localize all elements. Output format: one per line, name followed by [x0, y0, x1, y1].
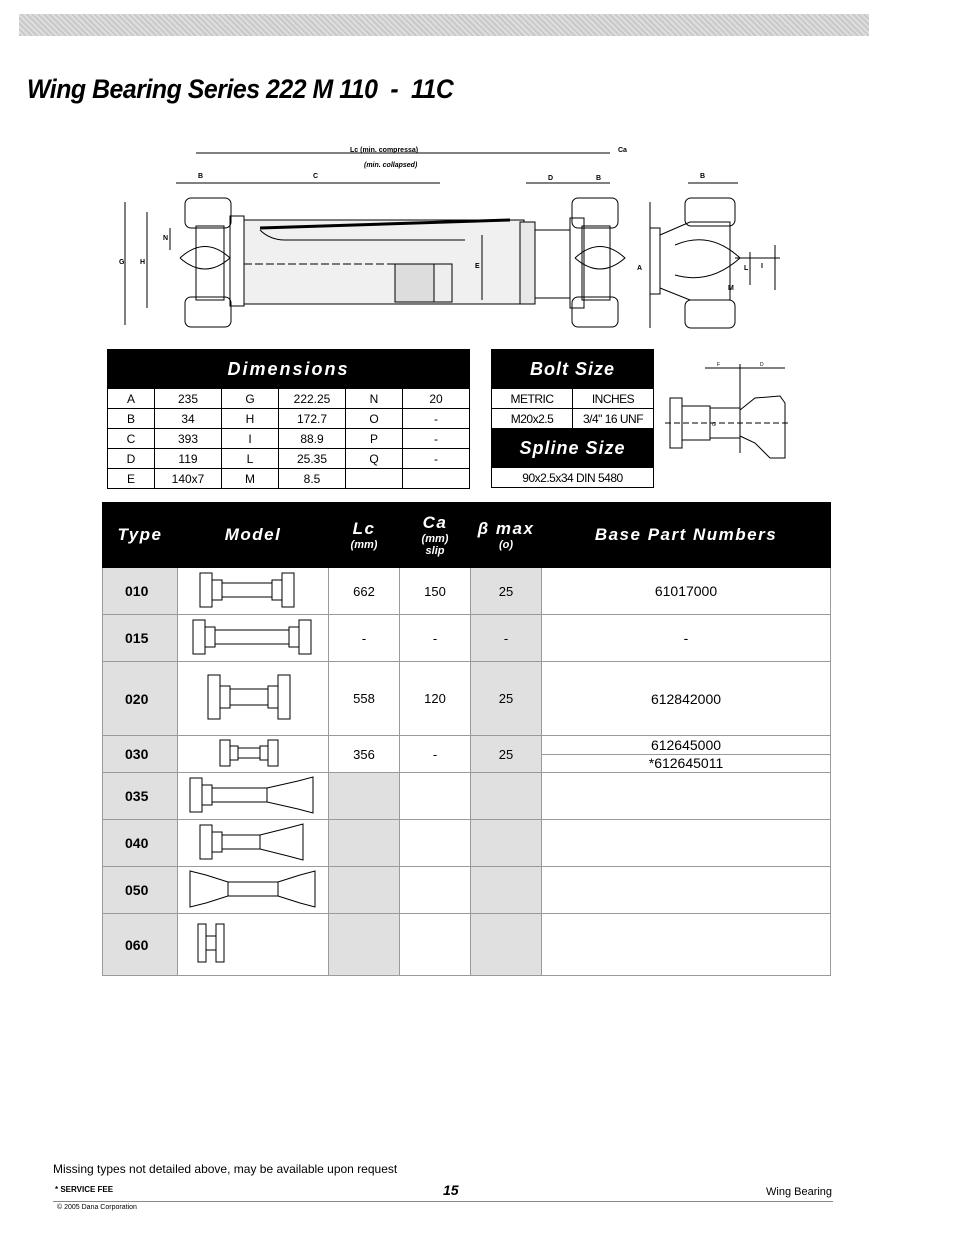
dim-cell: 172.7: [279, 409, 346, 429]
part-number-cell: [542, 736, 831, 773]
dim-label-m: M: [728, 285, 734, 292]
dim-cell: P: [346, 429, 403, 449]
part-number: 612645000: [542, 736, 830, 755]
dim-cell: C: [108, 429, 155, 449]
part-number-cell: 61017000: [542, 568, 831, 615]
bolt-inches-label: INCHES: [573, 389, 654, 409]
lc-cell: [329, 820, 400, 867]
service-fee-note: * SERVICE FEE: [55, 1185, 114, 1194]
model-thumbnail: [178, 736, 329, 773]
dim-cell: 393: [155, 429, 222, 449]
ca-cell: [400, 867, 471, 914]
model-thumbnail: [178, 568, 329, 615]
shaft-icon: [198, 570, 308, 610]
dim-cell: D: [108, 449, 155, 469]
dim-cell: G: [222, 389, 279, 409]
dim-cell: -: [403, 409, 470, 429]
dim-cell: O: [346, 409, 403, 429]
header-ca: Ca (mm) slip: [400, 503, 471, 568]
bmax-cell: 25: [471, 568, 542, 615]
header-model: Model: [178, 503, 329, 568]
copyright: © 2005 Dana Corporation: [57, 1204, 137, 1211]
header-hatch-bar: [19, 14, 869, 36]
bmax-cell: [471, 773, 542, 820]
lc-cell: [329, 773, 400, 820]
dim-cell: H: [222, 409, 279, 429]
part-number-service: *612645011: [648, 755, 724, 772]
lc-cell: 558: [329, 662, 400, 736]
dim-label-g-small: G: [712, 422, 716, 428]
dim-label-e: E: [475, 263, 480, 270]
dim-cell: E: [108, 469, 155, 489]
type-cell: 015: [103, 615, 178, 662]
header-lc: Lc (mm): [329, 503, 400, 568]
table-row: [108, 449, 470, 469]
model-thumbnail: [178, 820, 329, 867]
part-number-cell: [542, 773, 831, 820]
bmax-cell: -: [471, 615, 542, 662]
header-bmax: β max (o): [471, 503, 542, 568]
dim-cell: 20: [403, 389, 470, 409]
product-table-header: [103, 503, 831, 568]
dim-label-b-left: B: [198, 173, 204, 180]
footer-divider: [53, 1201, 833, 1202]
dim-cell: 235: [155, 389, 222, 409]
dim-cell: [346, 469, 403, 489]
table-row: [103, 568, 831, 615]
cross-joint-icon: [196, 922, 226, 964]
table-row: [108, 429, 470, 449]
dim-label-h: H: [140, 259, 146, 266]
wing-shaft-icon: [198, 822, 308, 862]
dim-cell: 34: [155, 409, 222, 429]
type-cell: 050: [103, 867, 178, 914]
dim-label-a: A: [637, 265, 643, 272]
bolt-spline-table: [491, 349, 654, 488]
bmax-cell: 25: [471, 736, 542, 773]
ca-cell: -: [400, 736, 471, 773]
part-number-cell: -: [542, 615, 831, 662]
wing-shaft-icon: [188, 775, 318, 815]
table-row: [103, 820, 831, 867]
bolt-metric-label: METRIC: [492, 389, 573, 409]
dim-label-g: G: [119, 259, 125, 266]
dim-cell: 140x7: [155, 469, 222, 489]
bmax-cell: 25: [471, 662, 542, 736]
ca-cell: -: [400, 615, 471, 662]
ca-cell: 150: [400, 568, 471, 615]
ca-cell: [400, 820, 471, 867]
dim-cell: N: [346, 389, 403, 409]
lc-cell: [329, 867, 400, 914]
dim-label-d-small: D: [760, 362, 764, 368]
dim-label-c: C: [313, 173, 319, 180]
dimensions-table: [107, 349, 470, 489]
bmax-cell: [471, 867, 542, 914]
part-number-cell: [542, 867, 831, 914]
header-base-part-numbers: Base Part Numbers: [542, 503, 831, 568]
dim-cell: 8.5: [279, 469, 346, 489]
product-table: [102, 502, 831, 976]
dim-cell: A: [108, 389, 155, 409]
dim-label-lc: Lc (min. compressa): [350, 147, 419, 154]
table-row: [103, 662, 831, 736]
dim-label-b-right: B: [596, 175, 602, 182]
dim-label-d: D: [548, 175, 554, 182]
shaft-icon: [218, 738, 288, 768]
lc-cell: 662: [329, 568, 400, 615]
dim-label-b-end: B: [700, 173, 706, 180]
header-type: Type: [103, 503, 178, 568]
type-cell: 060: [103, 914, 178, 976]
lc-cell: -: [329, 615, 400, 662]
dim-cell: M: [222, 469, 279, 489]
shaft-icon: [206, 672, 301, 722]
shaft-technical-drawing: [110, 140, 790, 340]
bmax-cell: [471, 914, 542, 976]
dim-label-f: F: [717, 362, 721, 368]
type-cell: 030: [103, 736, 178, 773]
lc-cell: 356: [329, 736, 400, 773]
type-cell: 040: [103, 820, 178, 867]
model-thumbnail: [178, 773, 329, 820]
spline-size-value: 90x2.5x34 DIN 5480: [492, 468, 654, 488]
dim-label-ca: Ca: [618, 147, 627, 154]
flange-side-drawing: [660, 358, 795, 468]
model-thumbnail: [178, 662, 329, 736]
bolt-size-header: Bolt Size: [492, 350, 654, 389]
model-thumbnail: [178, 914, 329, 976]
part-number-cell: [542, 820, 831, 867]
page-title: Wing Bearing Series 222 M 110 - 11C: [27, 74, 454, 104]
dim-cell: L: [222, 449, 279, 469]
footer-note: Missing types not detailed above, may be available upon request: [53, 1162, 398, 1176]
dim-cell: [403, 469, 470, 489]
shaft-icon: [191, 617, 316, 657]
dim-label-n: N: [163, 235, 169, 242]
dim-cell: B: [108, 409, 155, 429]
type-cell: 020: [103, 662, 178, 736]
type-cell: 035: [103, 773, 178, 820]
dim-cell: Q: [346, 449, 403, 469]
type-cell: 010: [103, 568, 178, 615]
lc-cell: [329, 914, 400, 976]
spline-size-header: Spline Size: [492, 429, 654, 468]
dim-cell: -: [403, 449, 470, 469]
part-number-cell: [542, 914, 831, 976]
table-row: [108, 409, 470, 429]
bolt-metric-value: M20x2.5: [492, 409, 573, 429]
dim-label-l: L: [744, 265, 749, 272]
bmax-cell: [471, 820, 542, 867]
wing-shaft-icon: [188, 869, 318, 909]
dim-label-i: I: [761, 263, 763, 270]
table-row: [108, 389, 470, 409]
bolt-inches-value: 3/4" 16 UNF: [573, 409, 654, 429]
dim-cell: 88.9: [279, 429, 346, 449]
ca-cell: [400, 914, 471, 976]
table-row: [103, 736, 831, 773]
model-thumbnail: [178, 615, 329, 662]
table-row: [103, 773, 831, 820]
table-row: [103, 867, 831, 914]
dim-cell: 119: [155, 449, 222, 469]
table-row: [103, 615, 831, 662]
table-row: [103, 914, 831, 976]
part-number-cell: 612842000: [542, 662, 831, 736]
dim-cell: I: [222, 429, 279, 449]
dim-cell: -: [403, 429, 470, 449]
dim-label-lc-en: (min. collapsed): [364, 162, 418, 169]
ca-cell: 120: [400, 662, 471, 736]
model-thumbnail: [178, 867, 329, 914]
table-row: [108, 469, 470, 489]
dim-cell: 222.25: [279, 389, 346, 409]
dim-cell: 25.35: [279, 449, 346, 469]
page-number: 15: [443, 1182, 459, 1198]
ca-cell: [400, 773, 471, 820]
section-label: Wing Bearing: [766, 1186, 833, 1198]
dimensions-header: Dimensions: [108, 350, 470, 389]
